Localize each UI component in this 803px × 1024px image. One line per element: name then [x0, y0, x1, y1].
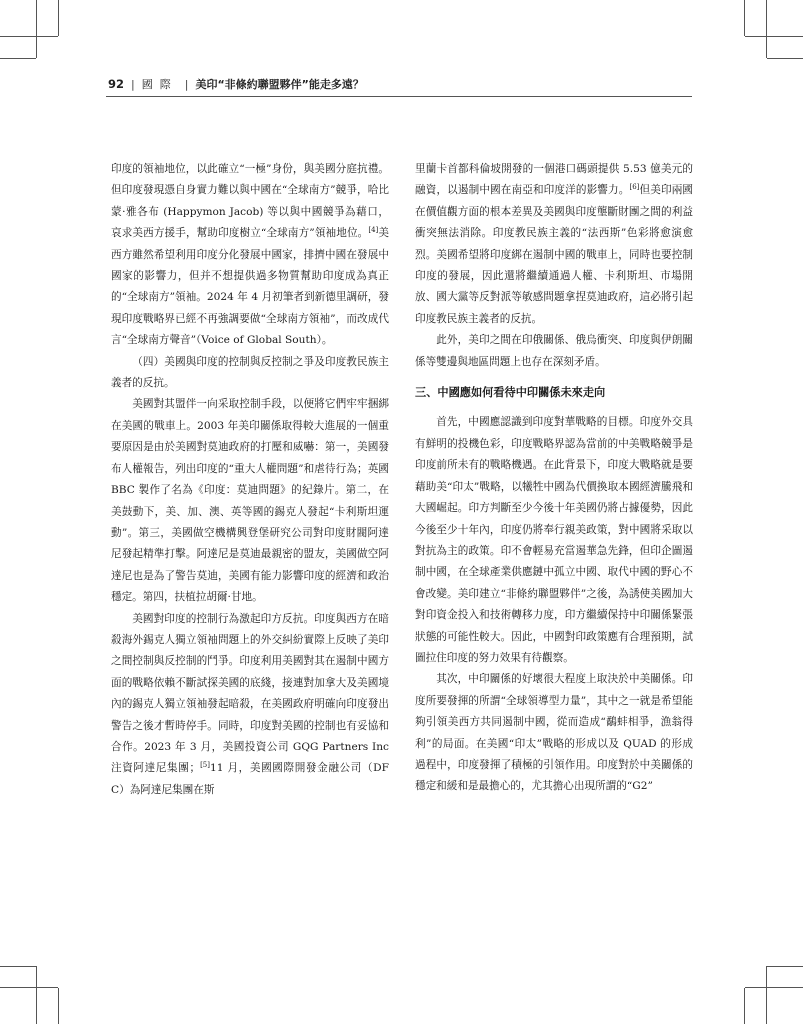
header-separator: | — [131, 77, 135, 91]
running-header — [108, 74, 688, 94]
paragraph: （四）美國與印度的控制與反控制之爭及印度教民族主義者的反抗。 — [111, 355, 389, 390]
crop-mark — [0, 36, 58, 37]
footnote-ref[interactable]: [4] — [368, 226, 379, 235]
header-rule — [106, 96, 692, 97]
crop-mark — [744, 0, 745, 36]
crop-mark — [767, 966, 803, 967]
crop-mark — [36, 966, 37, 1024]
paragraph: 其次，中印關係的好壞很大程度上取決於中美關係。印度所要發揮的所謂“全球領導型力量”，其中之一就是希望能夠引領美西方共同遏制中國，從而造成“鷸蚌相爭，漁翁得利”的局面。在美國“印太”戰略的形成以及 QUAD 的形成過程中，印度發揮了積極的引領作用。印度對於中美關係的穩定和緩和是最擔心的，尤其擔心出現所謂的“G2” — [415, 673, 693, 793]
crop-mark — [766, 966, 767, 1024]
crop-mark — [0, 58, 36, 59]
right-column — [415, 159, 693, 798]
page-number: 92 — [108, 77, 125, 91]
left-column — [111, 159, 389, 801]
paragraph: 印度的領袖地位，以此確立“一極”身份，與美國分庭抗禮。但印度發現憑自身實力難以與中國在“全球南方”競爭，哈比蒙·雅各布 (Happymon Jacob) 等以與中國競爭為藉口，哀求美西方援手，幫助印度樹立“全球南方”領袖地位。[4]美西方雖然希望利用印度分化發展中國家，排擠中國在發展中國家的影響力，但并不想提供過多物質幫助印度成為真正的“全球南方”領袖。2024 年 4 月初筆者到新德里調研，發現印度戰略界已經不再強調要做“全球南方領袖”，而改成代言“全球南方聲音”（Voice of Global South）。 — [111, 163, 389, 347]
footnote-ref[interactable]: [6] — [629, 183, 640, 192]
header-separator: | — [184, 77, 189, 91]
crop-mark — [744, 988, 745, 1024]
crop-mark — [767, 58, 803, 59]
paragraph: 美國對其盟伴一向采取控制手段，以便將它們牢牢捆綁在美國的戰車上。2003 年美印關係取得較大進展的一個重要原因是由於美國對莫迪政府的打壓和威嚇：第一，美國發布人權報告，列出印度的“重大人權問題”和虐待行為；英國 BBC 製作了名為《印度：莫迪問題》的紀錄片。第二，在美鼓動下，美、加、澳、英等國的錫克人發起“卡利斯坦運動”。第三，美國做空機構興登堡研究公司對印度財閥阿達尼發起精準打擊。阿達尼是莫迪最親密的盟友，美國做空阿達尼也是為了警告莫迪，美國有能力影響印度的經濟和政治穩定。第四，扶植拉胡爾·甘地。 — [111, 398, 389, 604]
paragraph: 此外，美印之間在印俄關係、俄烏衝突、印度與伊朗關係等雙邊與地區問題上也存在深刻矛盾。 — [415, 334, 693, 368]
journal-name: 國際 — [141, 78, 178, 91]
section-heading: 三、中國應如何看待中印關係未來走向 — [415, 386, 606, 400]
crop-mark — [0, 987, 58, 988]
crop-mark — [745, 36, 803, 37]
paragraph: 首先，中國應認識到印度對華戰略的目標。印度外交具有鮮明的投機色彩，印度戰略界認為當前的中美戰略競爭是印度前所未有的戰略機遇。在此背景下，印度大戰略就是要藉助美“印太”戰略，以犧牲中國為代價換取本國經濟騰飛和大國崛起。印方判斷至少今後十年美國仍將占據優勢，因此今後至少十年內，印度仍將奉行親美政策，對中國將采取以對抗為主的政策。印不會輕易充當遏華急先鋒，但印企圖遏制中國，在全球產業供應鏈中孤立中國、取代中國的野心不會改變。美印建立“非條約聯盟夥伴”之後，為誘使美國加大對印資金投入和技術轉移力度，印方繼續保持中印關係緊張狀態的可能性較大。因此，中國對印政策應有合理預期，試圖拉住印度的努力效果有待觀察。 — [415, 416, 693, 664]
crop-mark — [766, 0, 767, 58]
crop-mark — [36, 0, 37, 58]
crop-mark — [58, 0, 59, 36]
crop-mark — [745, 987, 803, 988]
article-title: 美印“非條約聯盟夥伴”能走多遠？ — [195, 78, 364, 91]
footnote-ref[interactable]: [5] — [200, 761, 210, 770]
paragraph: 美國對印度的控制行為激起印方反抗。印度與西方在暗殺海外錫克人獨立領袖問題上的外交糾紛實際上反映了美印之間控制與反控制的鬥爭。印度利用美國對其在遏制中國方面的戰略依賴不斷試探美國的底綫，接連對加拿大及美國境內的錫克人獨立領袖發起暗殺，在美國政府明確向印度發出警告之後才暫時停手。同時，印度對美國的控制也有妥協和合作。2023 年 3 月，美國投資公司 GQG Partners Inc 注資阿達尼集團；[5]11 月，美國國際開發金融公司（DFC）為阿達尼集團在斯 — [111, 612, 389, 796]
crop-mark — [58, 988, 59, 1024]
paragraph: 里蘭卡首都科倫坡開發的一個港口碼頭提供 5.53 億美元的融資，以遏制中國在南亞和印度洋的影響力。[6]但美印兩國在價值觀方面的根本差異及美國與印度壟斷財團之間的利益衝突無法消除。印度教民族主義的“法西斯”色彩將愈演愈烈。美國希望將印度綁在遏制中國的戰車上，同時也要控制印度的發展，因此還將繼續通過人權、卡利斯坦、市場開放、國大黨等反對派等敏感問題拿捏莫迪政府，這必將引起印度教民族主義者的反抗。 — [415, 163, 694, 325]
crop-mark — [0, 966, 36, 967]
